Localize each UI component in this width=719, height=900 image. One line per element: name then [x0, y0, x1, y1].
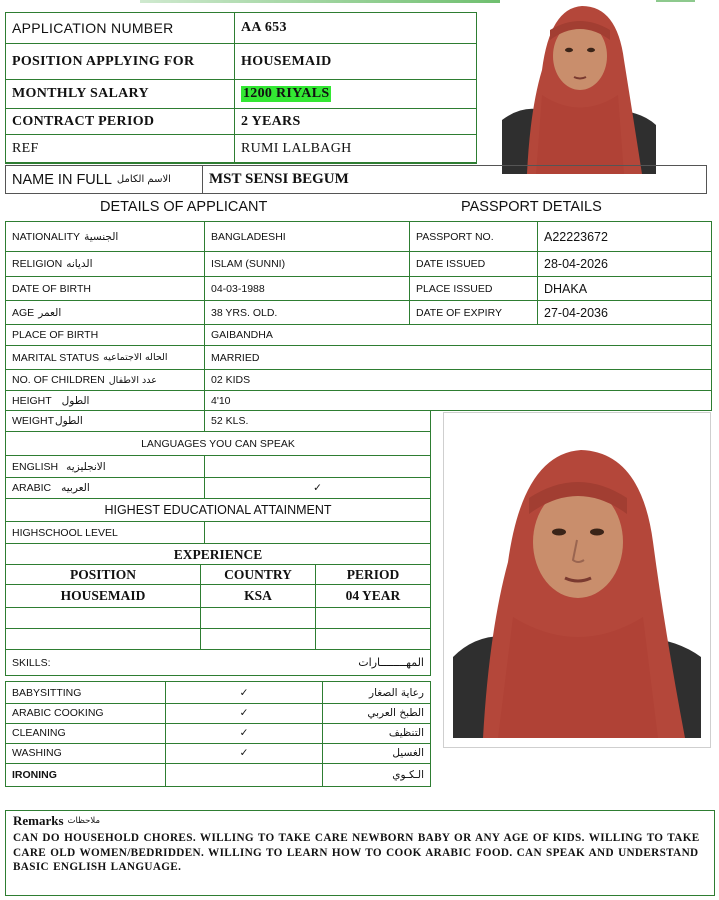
top-decoration-bar-right — [655, 0, 695, 2]
height-label: HEIGHT — [12, 394, 52, 407]
experience-row — [5, 584, 431, 608]
skill-mark: ✓ — [166, 743, 323, 763]
top-decoration-bar — [140, 0, 500, 3]
skill-label-arabic: رعاية الصغار — [369, 686, 424, 699]
header-label: MONTHLY SALARY — [6, 80, 235, 108]
languages-title: LANGUAGES YOU CAN SPEAK — [141, 437, 295, 450]
remarks-title-line — [13, 813, 100, 829]
language-row-arabic — [5, 477, 431, 499]
height-label-arabic: الطول — [61, 394, 90, 407]
applicant-photo-small — [502, 0, 656, 174]
weight-label: WEIGHT — [12, 415, 54, 427]
marital-label-arabic: الحاله الاجتماعيه — [103, 352, 168, 363]
skill-label-arabic: الـكـوي — [392, 769, 424, 781]
experience-header-row — [5, 564, 431, 585]
header-value: HOUSEMAID — [241, 53, 332, 69]
english-label-cell — [6, 456, 205, 477]
passport-number-label: PASSPORT NO. — [410, 222, 538, 251]
english-label-arabic: الانجليزيه — [66, 460, 106, 473]
remarks-title-arabic: ملاحظات — [67, 816, 100, 826]
english-mark — [205, 456, 430, 477]
experience-country — [201, 629, 316, 649]
pob-value: GAIBANDHA — [211, 329, 273, 341]
weight-value: 52 KLS. — [211, 415, 249, 427]
details-row-age — [5, 300, 712, 325]
full-name-value: MST SENSI BEGUM — [209, 171, 349, 187]
applicant-photo-large — [453, 442, 701, 738]
experience-country: KSA — [201, 585, 316, 607]
age-label: AGE — [12, 306, 35, 319]
skill-label-arabic: التنظيف — [388, 727, 424, 739]
height-value: 4'10 — [211, 394, 231, 407]
salary-highlighted-value: 1200 RIYALS — [243, 86, 330, 101]
skill-mark: ✓ — [166, 703, 323, 723]
children-label-cell — [6, 370, 205, 390]
skills-header-row — [5, 649, 431, 676]
education-empty-cell — [205, 522, 430, 543]
pob-label: PLACE OF BIRTH — [6, 325, 205, 345]
header-label: CONTRACT PERIOD — [6, 109, 235, 134]
nationality-value: BANGLADESHI — [205, 222, 410, 251]
skills-table — [5, 681, 431, 787]
header-label: POSITION APPLYING FOR — [6, 44, 235, 79]
experience-title: EXPERIENCE — [173, 546, 263, 562]
date-issued-label: DATE ISSUED — [410, 252, 538, 276]
children-label-arabic: عدد الاطفال — [108, 374, 157, 386]
details-row-pob — [5, 324, 712, 346]
nationality-label-cell — [6, 222, 205, 251]
english-label: ENGLISH — [12, 460, 59, 473]
skill-mark — [166, 764, 323, 786]
arabic-label-cell — [6, 478, 205, 498]
details-row-dob — [5, 276, 712, 301]
experience-period: 04 YEAR — [345, 588, 401, 603]
age-label-cell — [6, 301, 205, 324]
skill-row — [6, 703, 430, 724]
age-label-arabic: العمر — [38, 306, 62, 319]
experience-position — [6, 608, 201, 628]
children-value: 02 KIDS — [211, 374, 251, 386]
skill-row — [6, 743, 430, 764]
details-row-marital — [5, 345, 712, 370]
age-value: 38 YRS. OLD. — [205, 301, 410, 324]
skill-label: IRONING — [6, 764, 166, 786]
remarks-title: Remarks — [13, 813, 64, 828]
passport-number-value: A22223672 — [544, 229, 608, 244]
header-row-ref — [5, 134, 477, 164]
header-value: 2 YEARS — [241, 113, 301, 129]
date-expiry-value: 27-04-2036 — [544, 305, 608, 320]
details-row-nationality — [5, 221, 712, 252]
arabic-label: ARABIC — [12, 482, 52, 494]
applicant-section-title: DETAILS OF APPLICANT — [100, 199, 268, 215]
experience-header-country: COUNTRY — [201, 565, 316, 584]
header-row-application-number — [5, 12, 477, 44]
religion-label-cell — [6, 252, 205, 276]
experience-header-period: PERIOD — [346, 566, 400, 582]
education-level-row — [5, 521, 431, 544]
header-value: RUMI LALBAGH — [241, 141, 352, 156]
skill-row — [6, 682, 430, 704]
name-label: NAME IN FULL — [12, 171, 112, 188]
name-label-arabic: الاسم الكامل — [116, 174, 171, 185]
skill-label: WASHING — [6, 743, 166, 763]
language-row-english — [5, 455, 431, 478]
experience-row — [5, 607, 431, 629]
dob-value: 04-03-1988 — [205, 277, 410, 300]
dob-label: DATE OF BIRTH — [6, 277, 205, 300]
languages-title-row — [5, 431, 431, 456]
experience-position — [6, 629, 201, 649]
skill-label: CLEANING — [6, 723, 166, 743]
header-label: APPLICATION NUMBER — [6, 13, 235, 43]
experience-row — [5, 628, 431, 650]
header-value: AA 653 — [241, 20, 287, 35]
religion-label-arabic: الديانه — [66, 258, 93, 270]
details-row-children — [5, 369, 712, 391]
skill-mark: ✓ — [166, 723, 323, 743]
education-level: HIGHSCHOOL LEVEL — [6, 522, 205, 543]
remarks-text: CAN DO HOUSEHOLD CHORES. WILLING TO TAKE CARE NEWBORN BABY OR ANY AGE OF KIDS. WILLING TO TAKE CARE OLD WOMEN/BEDRIDDEN. WILLING TO LEARN HOW TO COOK ARABIC FOOD. CAN SPEAK AND UNDERSTAND BASIC ENGLISH LANGUAGE. — [13, 832, 700, 873]
header-table — [5, 12, 477, 163]
skill-label: ARABIC COOKING — [6, 703, 166, 723]
name-row — [5, 165, 707, 194]
place-issued-value: DHAKA — [544, 281, 588, 296]
religion-label: RELIGION — [12, 258, 63, 270]
arabic-mark: ✓ — [313, 482, 322, 494]
skill-label-arabic: الغسيل — [392, 747, 424, 759]
experience-country — [201, 608, 316, 628]
experience-period — [316, 608, 430, 628]
place-issued-label: PLACE ISSUED — [410, 277, 538, 300]
skill-row — [6, 764, 430, 786]
passport-section-title: PASSPORT DETAILS — [461, 199, 602, 215]
skills-label: SKILLS: — [12, 656, 51, 669]
education-title: HIGHEST EDUCATIONAL ATTAINMENT — [104, 503, 332, 517]
salary-cell — [235, 80, 476, 108]
details-row-height — [5, 390, 712, 411]
nationality-label-arabic: الجنسية — [84, 230, 119, 243]
header-row-contract — [5, 108, 477, 135]
experience-position: HOUSEMAID — [6, 585, 201, 607]
remarks-box — [5, 810, 715, 896]
header-row-position — [5, 43, 477, 80]
marital-value: MARRIED — [211, 351, 260, 364]
skill-label-arabic: الطبخ العربي — [367, 707, 424, 719]
header-label: REF — [6, 135, 235, 163]
skill-row — [6, 723, 430, 744]
nationality-label: NATIONALITY — [12, 230, 81, 243]
religion-value: ISLAM (SUNNI) — [205, 252, 410, 276]
experience-title-row — [5, 543, 431, 565]
skill-mark: ✓ — [166, 682, 323, 703]
header-row-salary — [5, 79, 477, 109]
portrait-large-icon — [453, 442, 701, 738]
weight-label-arabic: الطول — [55, 415, 83, 427]
weight-label-cell — [6, 411, 205, 431]
marital-label-cell — [6, 346, 205, 369]
portrait-icon — [502, 0, 656, 174]
experience-header-position: POSITION — [6, 565, 201, 584]
education-title-row — [5, 498, 431, 522]
skill-label: BABYSITTING — [6, 682, 166, 703]
date-issued-value: 28-04-2026 — [544, 257, 608, 271]
date-expiry-label: DATE OF EXPIRY — [410, 301, 538, 324]
details-row-religion — [5, 251, 712, 277]
skills-label-arabic: المهــــــــارات — [358, 656, 424, 669]
name-label-cell — [6, 166, 203, 193]
children-label: NO. OF CHILDREN — [12, 374, 105, 386]
details-row-weight — [5, 410, 431, 432]
experience-period — [316, 629, 430, 649]
arabic-label-arabic: العربيه — [61, 482, 90, 494]
height-label-cell — [6, 391, 205, 410]
marital-label: MARITAL STATUS — [12, 351, 100, 364]
